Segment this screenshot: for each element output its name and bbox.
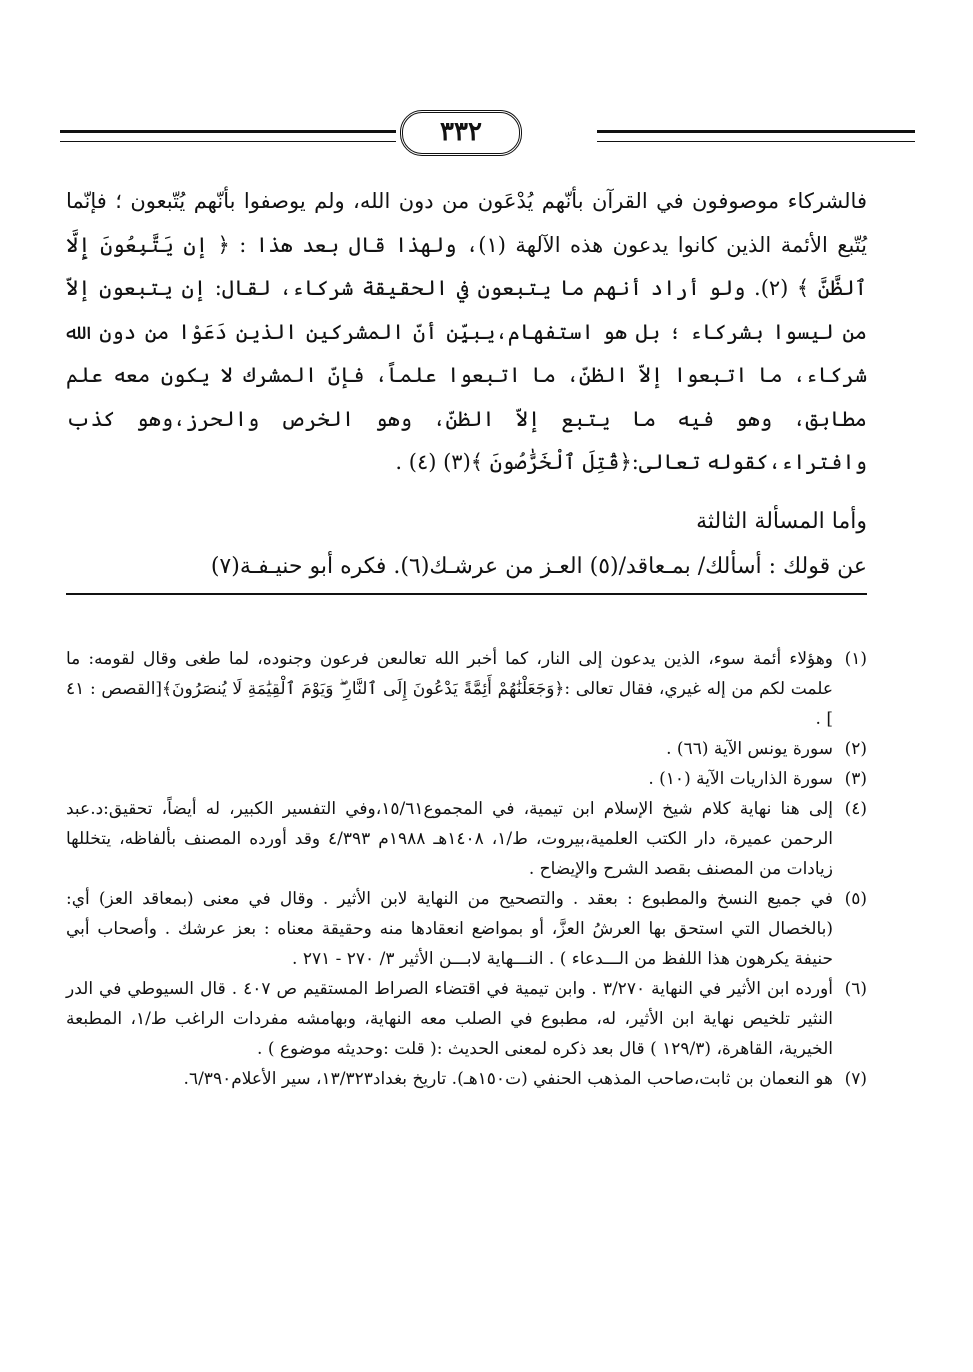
main-text	[66, 180, 867, 595]
page-number: ٣٣٢	[400, 110, 522, 156]
footnote-text: في جميع النسخ والمطبوع : بعقد . والتصحيح من النهاية لابن الأثير . وقال في معنى (بمعاقد العز) أي: (بالخصال التي استحق بها العرشُ العزَّ، أو بمواضع انعقادها منه وحقيقة معناه : بعز عرشك . وأصحاب أبي حنيفة يكرهون هذا اللفظ من الـــدعاء ) . النـــهاية لابـــن الأثير ٣/ ٢٧٠ - ٢٧١ .	[66, 889, 833, 969]
footnote-text: أورده ابن الأثير في النهاية ٣/٢٧٠ . وابن تيمية في اقتضاء الصراط المستقيم ص ٤٠٧ . قال السيوطي في الدر النثير تلخيص نهاية ابن الأثير، له، مطبوع في الصلب معه النهاية، وبهامشه مفردات الراغب ط/١، المطبعة الخيرية، القاهرة، (١٢٩/٣ ) قال بعد ذكره لمعنى الحديث :( قلت :وحديثه موضوع ) .	[66, 979, 834, 1059]
footnote	[66, 794, 867, 884]
footnote-number: (٧)	[844, 1069, 867, 1089]
footnote-number: (٢)	[844, 739, 867, 759]
footnote	[66, 884, 867, 974]
page-header	[60, 108, 915, 152]
footnote-number: (٥)	[844, 889, 867, 909]
footnote-text: وهؤلاء أئمة سوء، الذين يدعون إلى النار، كما أخبر الله تعالىعن فرعون وجنوده، لما طغى وقال لقومه: ما علمت لكم من إله غيري، فقال تعالى :﴿وَجَعَلْنَٰهُمْ أَئِمَّةً يَدْعُونَ إِلَى ٱلنَّارِ ۖ وَيَوْمَ ٱلْقِيَٰمَةِ لَا يُنصَرُونَ﴾[القصص : ٤١ ] .	[66, 649, 833, 729]
body-paragraph: فالشركاء موصوفون في القرآن بأنّهم يُدْعَون من دون الله، ولم يوصفوا بأنّهم يُتّبعون ؛ فإنّما يُتّبع الأئمة الذين كانوا يدعون هذه الآلهة (١)، ولهذا قال بعد هذا : ﴿ إن يَتَّبِعُونَ إِلَّا ٱلظَّنَّ ﴾ (٢). ولو أراد أنهم ما يتبعون في الحقيقة شركاء، لقال: إن يتبعون إلاّ من ليسوا بشركاء ؛ بل هو استفهام،يبيِّن أنّ المشركين الذين دَعَوْا من دون الله شركاء، ما اتبعوا إلاّ الظنّ، ما اتبعوا علماً، فإنّ المشرك لا يكون معه علم مطابق، وهو فيه ما يتبع إلاّ الظنّ، وهو الخرص والحرز،وهو كذب وافتراء،كقوله تعالى:﴿قُتِلَ ٱلْخَرَّٰصُونَ ﴾(٣) (٤) .	[66, 189, 867, 474]
footnote-number: (٤)	[844, 799, 867, 819]
footnotes	[66, 644, 867, 1094]
question-line: عن قولك : أسألك/ بمـعاقد/(٥) العـز من عرشـك(٦). فكره أبو حنيـفـة(٧)	[66, 545, 867, 595]
header-rule-right	[597, 130, 915, 142]
footnote	[66, 734, 867, 764]
footnote-number: (٣)	[844, 769, 867, 789]
footnote	[66, 644, 867, 734]
section-heading: وأما المسألة الثالثة	[696, 508, 867, 534]
footnote-text: سورة الذاريات الآية (١٠) .	[648, 769, 833, 789]
header-rule-left	[60, 130, 396, 142]
footnote	[66, 974, 867, 1064]
footnote-number: (٦)	[844, 979, 867, 999]
footnote-number: (١)	[844, 649, 867, 669]
footnote	[66, 764, 867, 794]
footnote	[66, 1064, 867, 1094]
footnote-text: هو النعمان بن ثابت،صاحب المذهب الحنفي (ت١٥٠هـ). تاريخ بغداد١٣/٣٢٣، سير الأعلام٦/٣٩٠.	[183, 1069, 833, 1089]
footnote-text: إلى هنا نهاية كلام شيخ الإسلام ابن تيمية، في المجموع١٥/٦١،وفي التفسير الكبير، له أيضاً، تحقيق:د.عبد الرحمن عميرة، دار الكتب العلمية،بيروت، ط/١، ١٤٠٨هـ ١٩٨٨م ٤/٣٩٣ وقد أورده المصنف بألفاظه، يتخللها زيادات من المصنف بقصد الشرح والإيضاح .	[66, 799, 834, 879]
footnote-text: سورة يونس الآية (٦٦) .	[666, 739, 833, 759]
